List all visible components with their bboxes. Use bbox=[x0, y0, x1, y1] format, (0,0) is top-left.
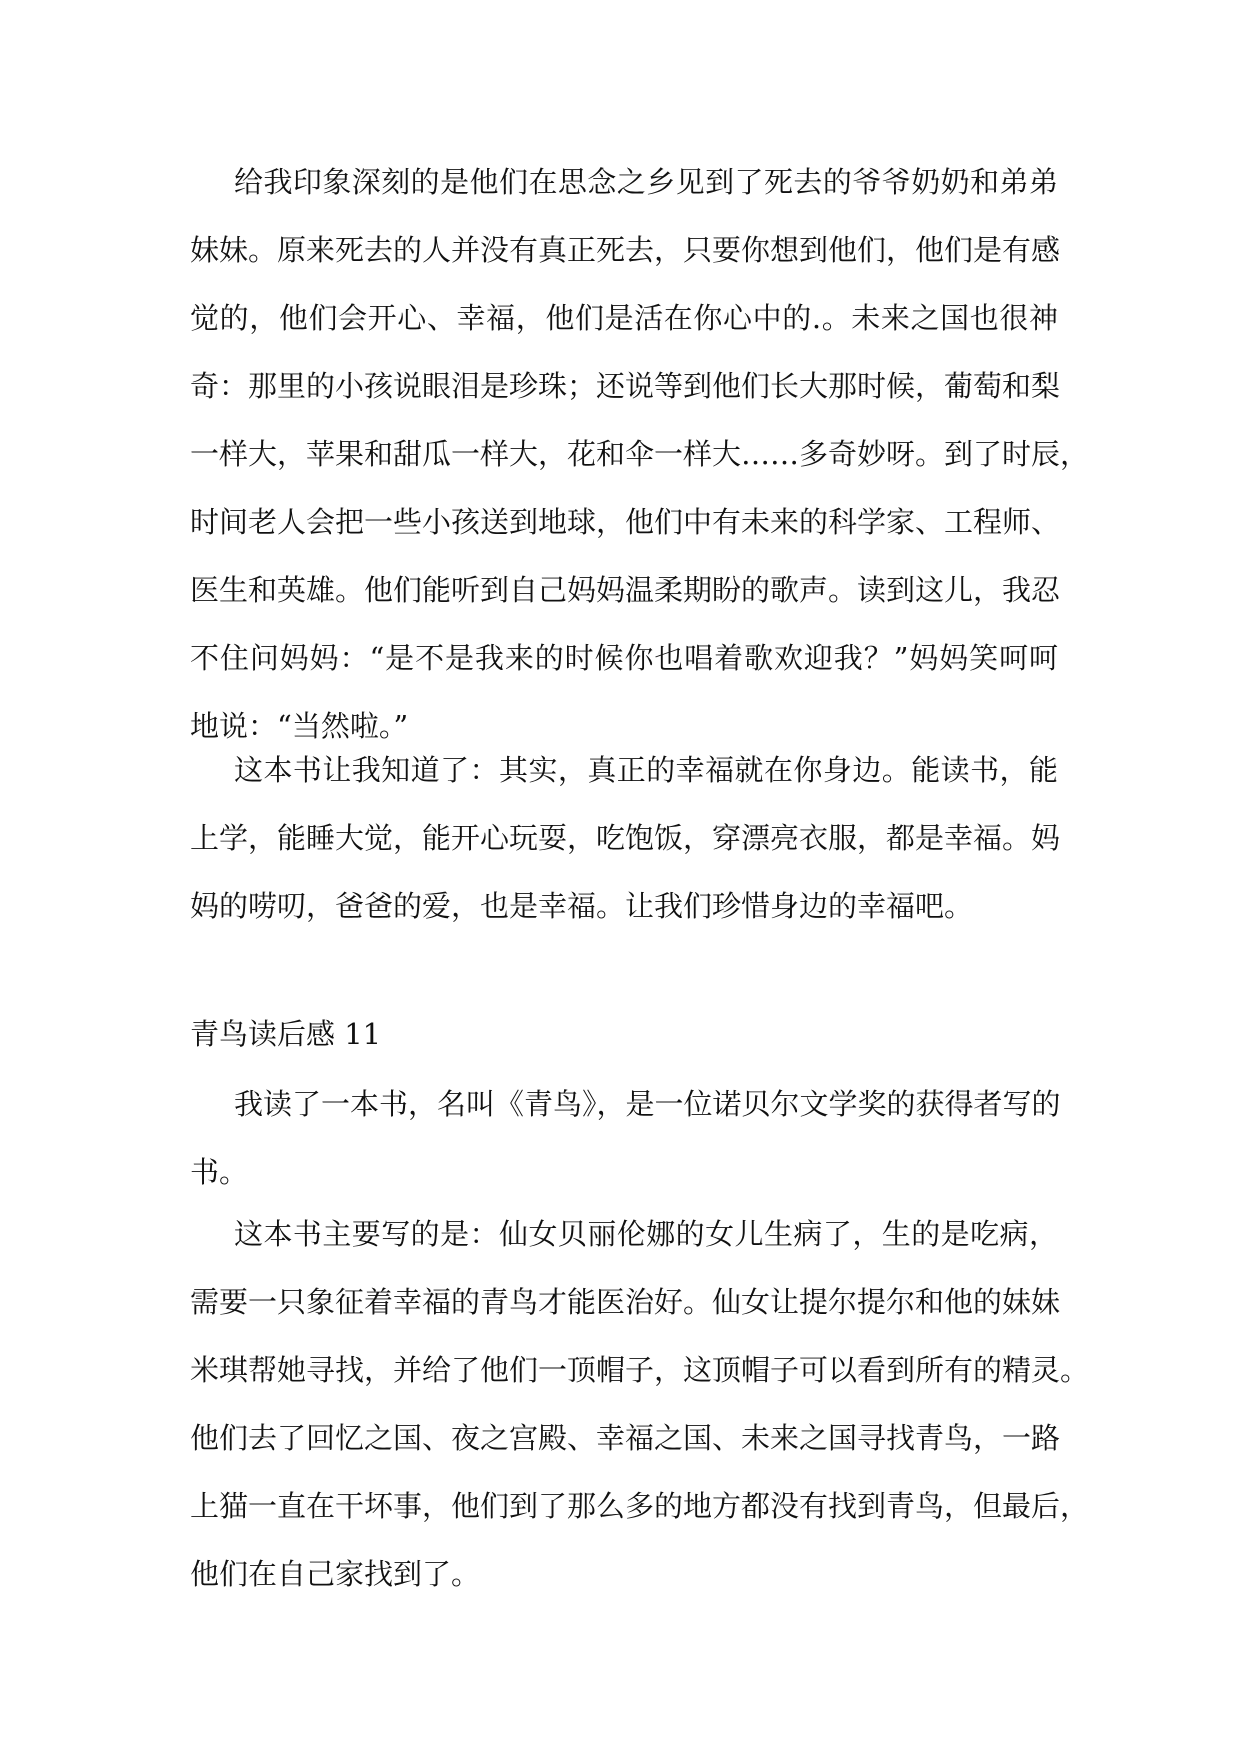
paragraph-line: 他们去了回忆之国、夜之宫殿、幸福之国、未来之国寻找青鸟，一路 bbox=[190, 1421, 1061, 1455]
paragraph-line: 医生和英雄。他们能听到自己妈妈温柔期盼的歌声。读到这儿，我忍 bbox=[190, 573, 1061, 607]
paragraph-line: 米琪帮她寻找，并给了他们一顶帽子，这顶帽子可以看到所有的精灵。 bbox=[190, 1353, 1090, 1387]
paragraph-line: 给我印象深刻的是他们在思念之乡见到了死去的爷爷奶奶和弟弟 bbox=[234, 165, 1058, 199]
paragraph-line: 一样大，苹果和甜瓜一样大，花和伞一样大……多奇妙呀。到了时辰， bbox=[190, 437, 1090, 471]
paragraph-line: 不住问妈妈：“是不是我来的时候你也唱着歌欢迎我？”妈妈笑呵呵 bbox=[190, 641, 1058, 675]
paragraph-happiness bbox=[190, 736, 1061, 940]
paragraph-intro bbox=[190, 1070, 1061, 1206]
article-heading: 青鸟读后感 11 bbox=[190, 1017, 382, 1051]
paragraph-line: 时间老人会把一些小孩送到地球，他们中有未来的科学家、工程师、 bbox=[190, 505, 1061, 539]
paragraph-line: 这本书主要写的是：仙女贝丽伦娜的女儿生病了，生的是吃病， bbox=[234, 1217, 1058, 1251]
paragraph-line: 奇：那里的小孩说眼泪是珍珠；还说等到他们长大那时候，葡萄和梨 bbox=[190, 369, 1061, 403]
paragraph-line: 需要一只象征着幸福的青鸟才能医治好。仙女让提尔提尔和他的妹妹 bbox=[190, 1285, 1061, 1319]
paragraph-line: 他们在自己家找到了。 bbox=[190, 1557, 481, 1591]
paragraph-line: 妈的唠叨，爸爸的爱，也是幸福。让我们珍惜身边的幸福吧。 bbox=[190, 889, 974, 923]
paragraph-line: 书。 bbox=[190, 1155, 249, 1189]
paragraph-line: 上学，能睡大觉，能开心玩耍，吃饱饭，穿漂亮衣服，都是幸福。妈 bbox=[190, 821, 1061, 855]
paragraph-line: 觉的，他们会开心、幸福，他们是活在你心中的.。未来之国也很神 bbox=[190, 301, 1058, 335]
paragraph-line: 我读了一本书，名叫《青鸟》，是一位诺贝尔文学奖的获得者写的 bbox=[234, 1087, 1061, 1121]
paragraph-line: 这本书让我知道了：其实，真正的幸福就在你身边。能读书，能 bbox=[234, 753, 1058, 787]
paragraph-memory-land bbox=[190, 148, 1090, 760]
paragraph-line: 妹妹。原来死去的人并没有真正死去，只要你想到他们，他们是有感 bbox=[190, 233, 1061, 267]
paragraph-summary bbox=[190, 1200, 1090, 1608]
paragraph-line: 上猫一直在干坏事，他们到了那么多的地方都没有找到青鸟，但最后， bbox=[190, 1489, 1090, 1523]
paragraph-line: 地说：“当然啦。” bbox=[190, 709, 409, 743]
